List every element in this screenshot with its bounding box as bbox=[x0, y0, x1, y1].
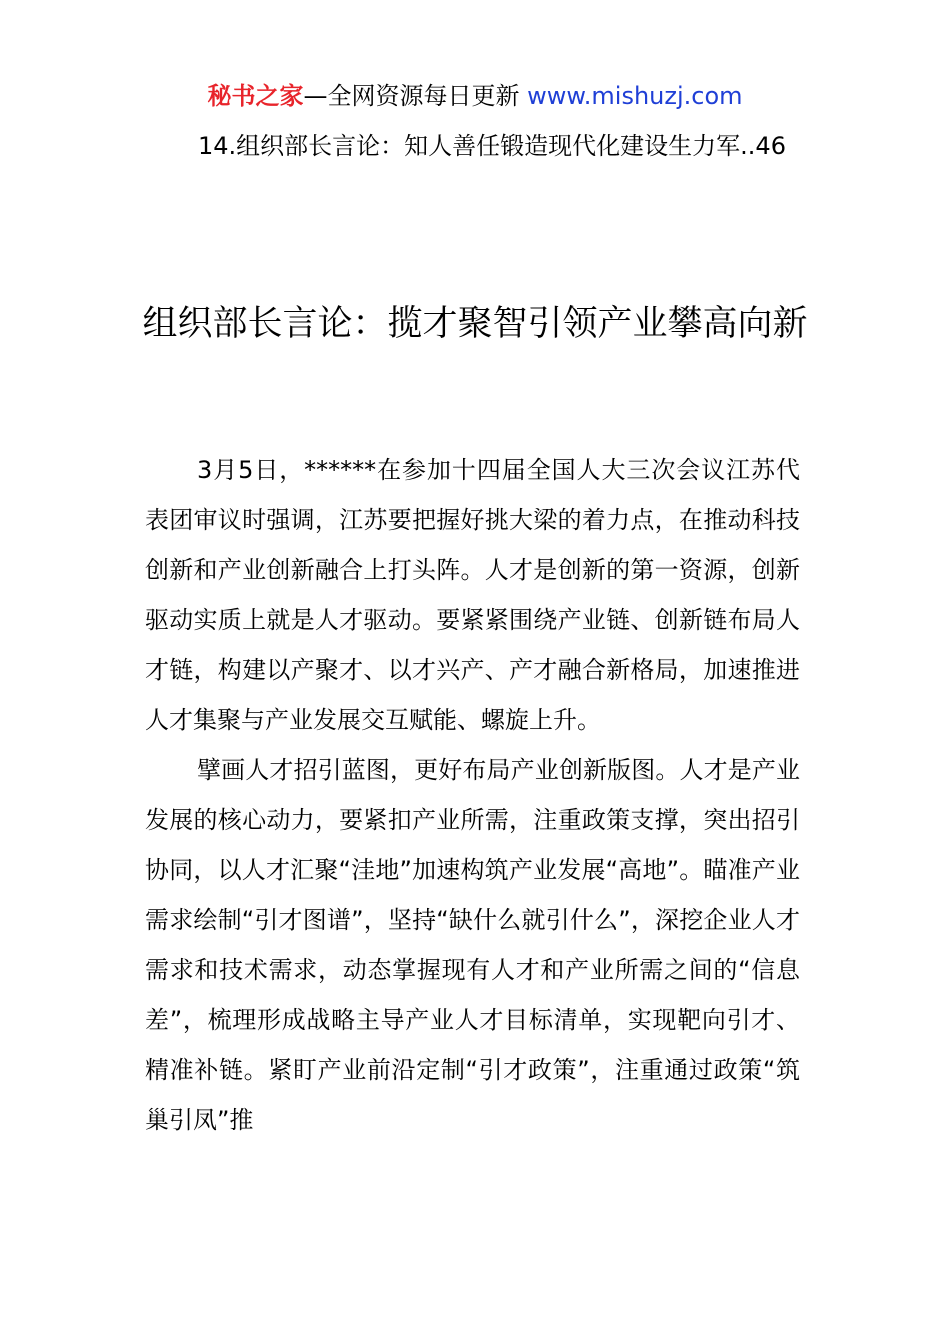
article-body bbox=[145, 445, 800, 1145]
article-title: 组织部长言论：揽才聚智引领产业攀高向新 bbox=[142, 304, 808, 344]
site-header bbox=[0, 80, 950, 112]
paragraph: 3月5日，******在参加十四届全国人大三次会议江苏代表团审议时强调，江苏要把握好挑大梁的着力点，在推动科技创新和产业创新融合上打头阵。人才是创新的第一资源，创新驱动实质上就是人才驱动。要紧紧围绕产业链、创新链布局人才链，构建以产聚才、以才兴产、产才融合新格局，加速推进人才集聚与产业发展交互赋能、螺旋上升。 bbox=[145, 456, 800, 734]
site-url-link[interactable]: www.mishuzj.com bbox=[527, 82, 743, 110]
brand-name: 秘书之家 bbox=[207, 82, 304, 110]
site-tagline: —全网资源每日更新 bbox=[303, 82, 528, 110]
paragraph: 擘画人才招引蓝图，更好布局产业创新版图。人才是产业发展的核心动力，要紧扣产业所需，注重政策支撑，突出招引协同，以人才汇聚“洼地”加速构筑产业发展“高地”。瞄准产业需求绘制“引才图谱”，坚持“缺什么就引什么”，深挖企业人才需求和技术需求，动态掌握现有人才和产业所需之间的“信息差”，梳理形成战略主导产业人才目标清单，实现靶向引才、精准补链。紧盯产业前沿定制“引才政策”，注重通过政策“筑巢引凤”推 bbox=[145, 756, 800, 1134]
toc-entry[interactable]: 14.组织部长言论：知人善任锻造现代化建设生力军..46 bbox=[198, 132, 786, 160]
